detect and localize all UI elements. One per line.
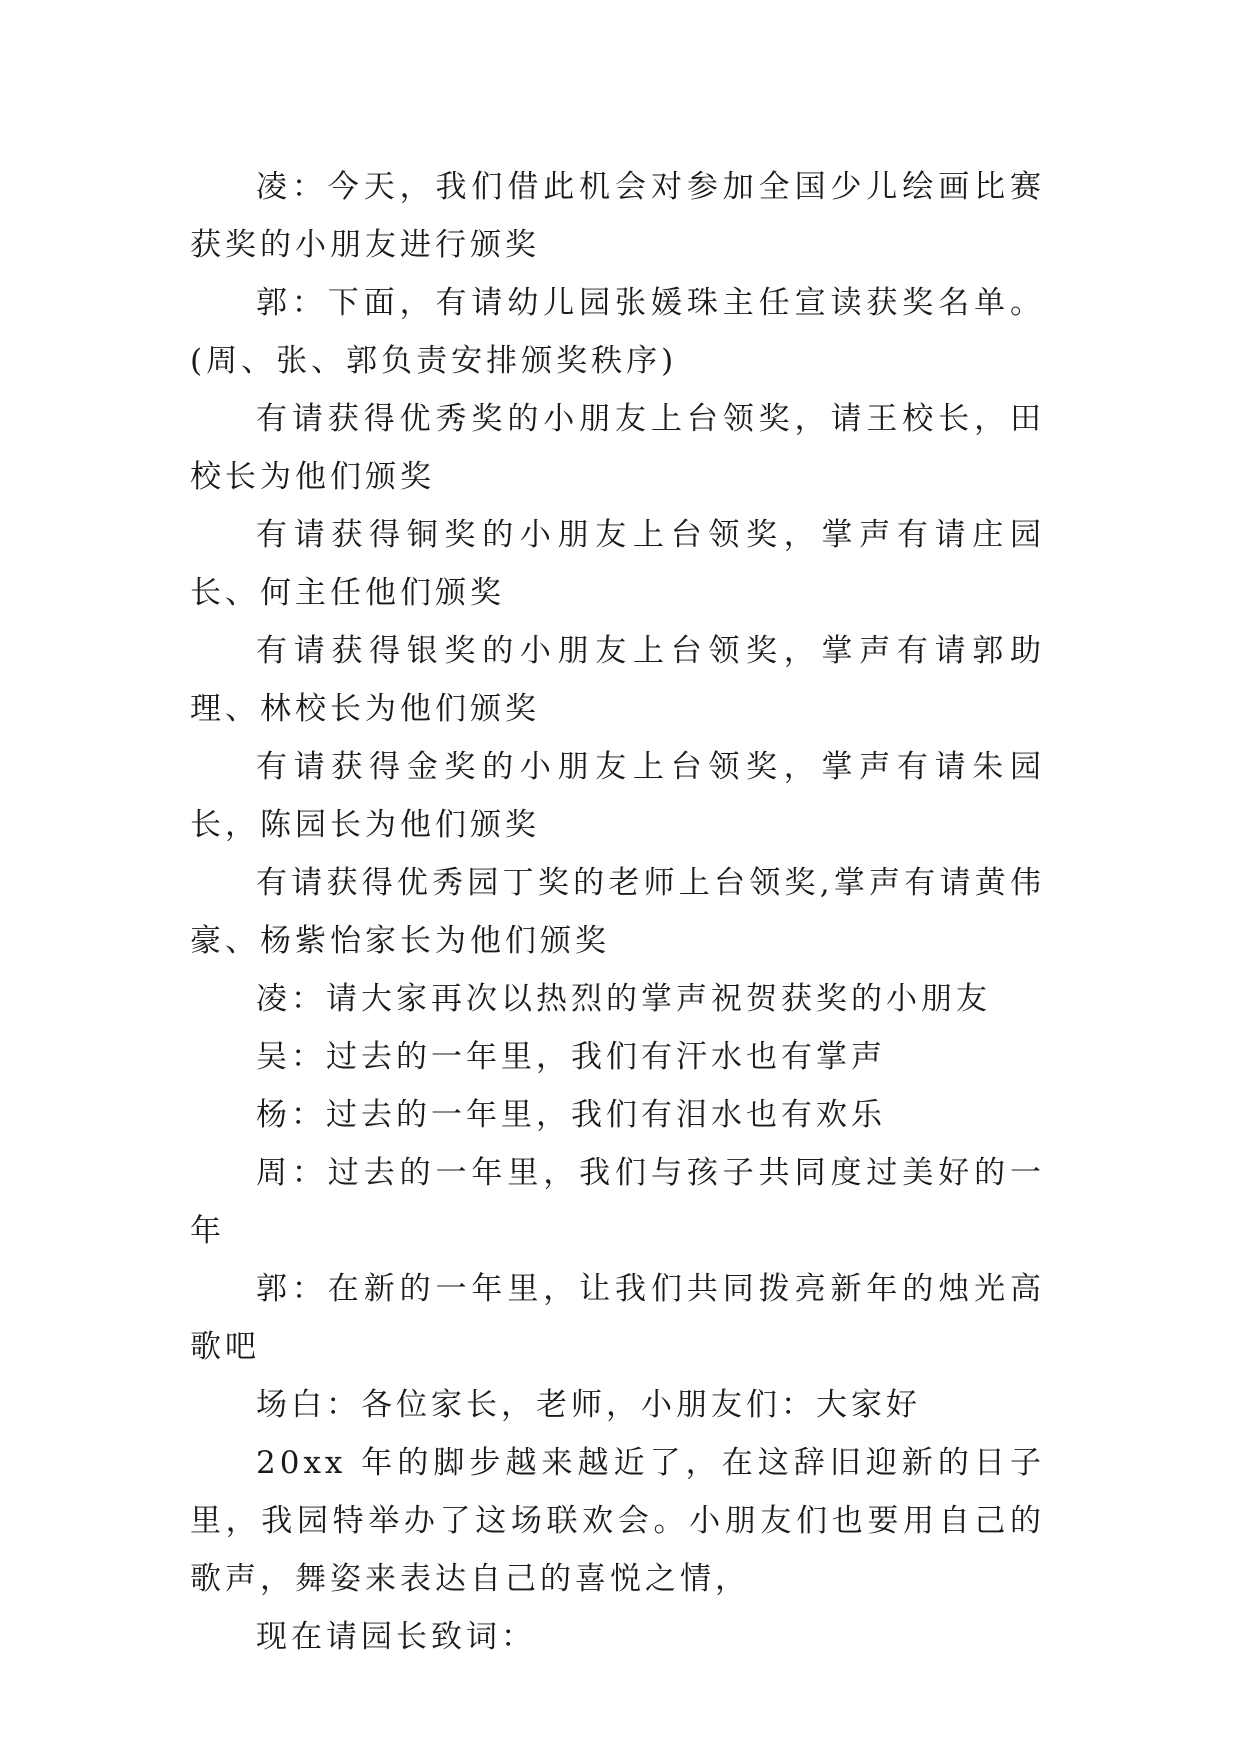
paragraph-13: 场白：各位家长，老师，小朋友们：大家好 [256,1387,921,1423]
paragraph-4: 有请获得铜奖的小朋友上台领奖，掌声有请庄园长、何主任他们颁奖 [190,517,1045,611]
paragraph-2: 郭：下面，有请幼儿园张媛珠主任宣读获奖名单。(周、张、郭负责安排颁奖秩序) [190,285,1045,379]
paragraph-9: 吴：过去的一年里，我们有汗水也有掌声 [256,1039,886,1075]
text-column [190,158,1045,1666]
paragraph-3: 有请获得优秀奖的小朋友上台领奖，请王校长，田校长为他们颁奖 [190,401,1045,495]
paragraph-12: 郭：在新的一年里，让我们共同拨亮新年的烛光高歌吧 [190,1271,1045,1365]
paragraph-5: 有请获得银奖的小朋友上台领奖，掌声有请郭助理、林校长为他们颁奖 [190,633,1045,727]
paragraph-8: 凌：请大家再次以热烈的掌声祝贺获奖的小朋友 [256,981,991,1017]
paragraph-6: 有请获得金奖的小朋友上台领奖，掌声有请朱园长，陈园长为他们颁奖 [190,749,1045,843]
paragraph-11: 周：过去的一年里，我们与孩子共同度过美好的一年 [190,1155,1045,1249]
paragraph-7: 有请获得优秀园丁奖的老师上台领奖,掌声有请黄伟豪、杨紫怡家长为他们颁奖 [190,865,1045,959]
paragraph-14: 20xx 年的脚步越来越近了，在这辞旧迎新的日子里，我园特举办了这场联欢会。小朋友们也要用自己的歌声，舞姿来表达自己的喜悦之情， [190,1445,1045,1597]
paragraph-1: 凌：今天，我们借此机会对参加全国少儿绘画比赛获奖的小朋友进行颁奖 [190,169,1045,263]
paragraph-15: 现在请园长致词： [256,1619,536,1655]
paragraph-10: 杨：过去的一年里，我们有泪水也有欢乐 [256,1097,886,1133]
